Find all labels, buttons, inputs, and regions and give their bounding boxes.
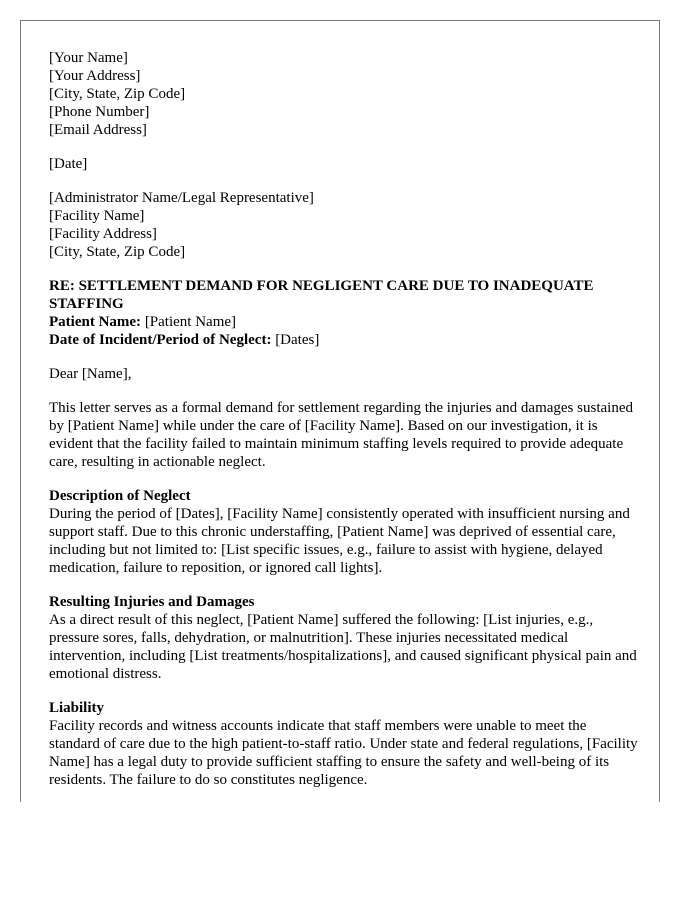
patient-name-label: Patient Name:: [49, 314, 142, 330]
recipient-address: [Facility Address]: [49, 226, 157, 242]
sender-city-state-zip: [City, State, Zip Code]: [49, 86, 186, 102]
letter-content: [49, 49, 641, 789]
letter-date: [Date]: [49, 156, 88, 172]
letter-page: [20, 20, 660, 802]
incident-date-value: [Dates]: [275, 332, 320, 348]
patient-name-line: [49, 313, 641, 331]
section-injuries-and-damages: [49, 593, 641, 683]
recipient-name: [Administrator Name/Legal Representative]: [49, 190, 314, 206]
section-body: As a direct result of this neglect, [Patient Name] suffered the following: [List injuries, e.g., pressure sores, falls, dehydration, or malnutrition]. These injuries necessitated medical intervention, including [List treatments/hospitalizations], and caused significant physical pain and emotional distress.: [49, 612, 637, 682]
recipient-facility: [Facility Name]: [49, 208, 145, 224]
intro-paragraph: This letter serves as a formal demand for settlement regarding the injuries and damages sustained by [Patient Name] while under the care of [Facility Name]. Based on our investigation, it is evident that the facility failed to maintain minimum staffing levels required to provide adequate care, resulting in actionable neglect.: [49, 400, 633, 470]
sender-address: [Your Address]: [49, 68, 141, 84]
recipient-block: [49, 189, 641, 261]
recipient-city-state-zip: [City, State, Zip Code]: [49, 244, 186, 260]
section-body: Facility records and witness accounts indicate that staff members were unable to meet the standard of care due to the high patient-to-staff ratio. Under state and federal regulations, [Facility Name] has a legal duty to provide sufficient staffing to ensure the safety and well-being of its residents. The failure to do so constitutes negligence.: [49, 718, 638, 788]
subject-block: [49, 277, 641, 349]
sender-phone: [Phone Number]: [49, 104, 150, 120]
section-body: During the period of [Dates], [Facility Name] consistently operated with insufficient nursing and support staff. Due to this chronic understaffing, [Patient Name] was deprived of essential care, including but not limited to: [List specific issues, e.g., failure to assist with hygiene, delayed medication, failure to reposition, or ignored call lights].: [49, 506, 630, 576]
section-liability: [49, 699, 641, 789]
incident-date-line: [49, 331, 641, 349]
sender-name: [Your Name]: [49, 50, 128, 66]
patient-name-value: [Patient Name]: [144, 314, 237, 330]
subject-re-line: RE: SETTLEMENT DEMAND FOR NEGLIGENT CARE DUE TO INADEQUATE STAFFING: [49, 278, 594, 312]
section-description-of-neglect: [49, 487, 641, 577]
sender-block: [49, 49, 641, 139]
section-heading: Liability: [49, 700, 105, 716]
salutation: Dear [Name],: [49, 366, 132, 382]
section-heading: Resulting Injuries and Damages: [49, 594, 255, 610]
sender-email: [Email Address]: [49, 122, 147, 138]
section-heading: Description of Neglect: [49, 488, 191, 504]
incident-date-label: Date of Incident/Period of Neglect:: [49, 332, 272, 348]
